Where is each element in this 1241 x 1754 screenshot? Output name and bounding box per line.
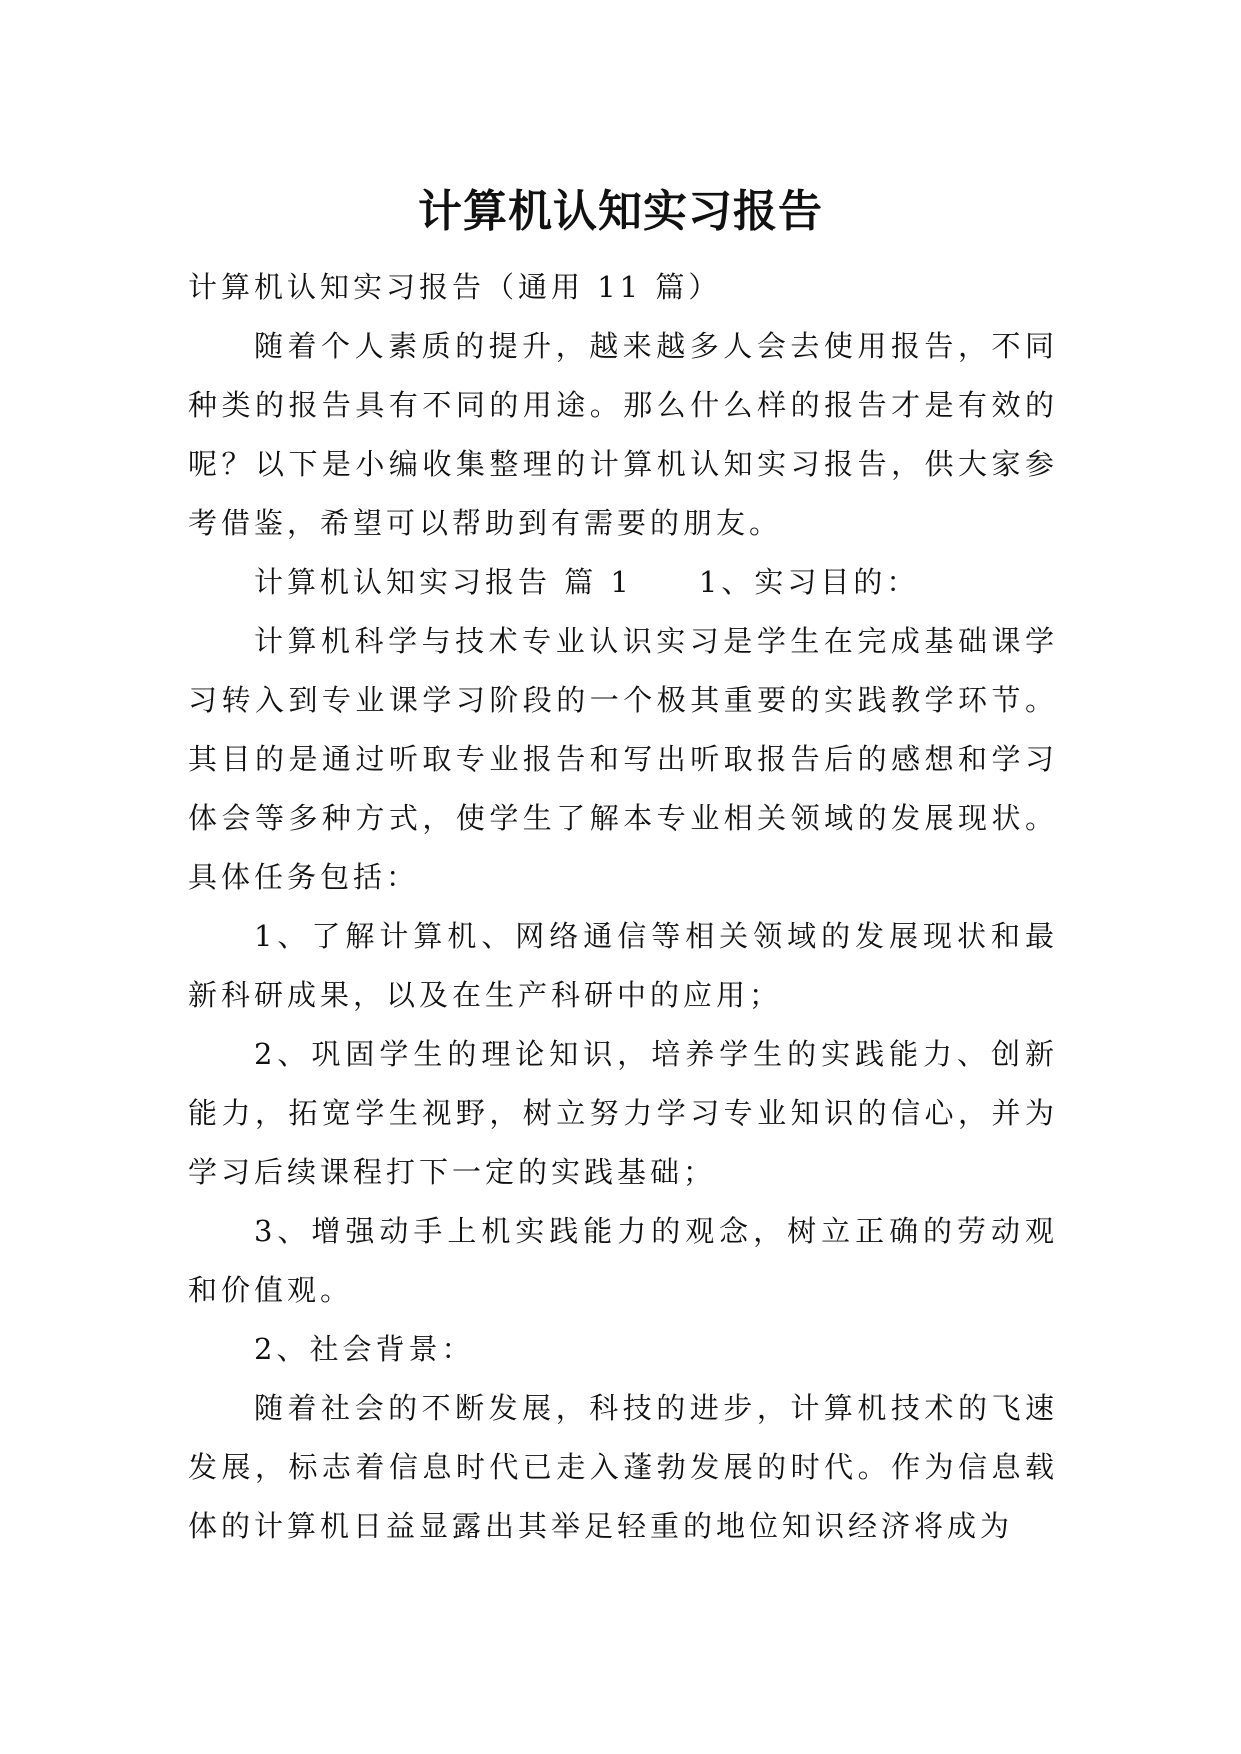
section-heading-paragraph: 计算机认知实习报告 篇 1 1、实习目的： (254, 565, 920, 599)
document-body (188, 258, 1058, 1556)
task-item-2: 2、巩固学生的理论知识，培养学生的实践能力、创新能力，拓宽学生视野，树立努力学习专业知识的信心，并为学习后续课程打下一定的实践基础； (188, 1037, 1058, 1189)
purpose-paragraph: 计算机科学与技术专业认识实习是学生在完成基础课学习转入到专业课学习阶段的一个极其重要的实践教学环节。其目的是通过听取专业报告和写出听取报告后的感想和学习体会等多种方式，使学生了解本专业相关领域的发展现状。具体任务包括： (188, 624, 1058, 894)
intro-paragraph: 随着个人素质的提升，越来越多人会去使用报告，不同种类的报告具有不同的用途。那么什么样的报告才是有效的呢？以下是小编收集整理的计算机认知实习报告，供大家参考借鉴，希望可以帮助到有需要的朋友。 (188, 329, 1058, 540)
subtitle-paragraph: 计算机认知实习报告（通用 11 篇） (188, 270, 722, 304)
social-background-heading: 2、社会背景： (254, 1332, 475, 1366)
task-item-3: 3、增强动手上机实践能力的观念，树立正确的劳动观和价值观。 (188, 1214, 1058, 1307)
social-background-paragraph: 随着社会的不断发展，科技的进步，计算机技术的飞速发展，标志着信息时代已走入蓬勃发展的时代。作为信息载体的计算机日益显露出其举足轻重的地位知识经济将成为 (188, 1391, 1058, 1543)
document-title: 计算机认知实习报告 (418, 186, 823, 238)
task-item-1: 1、了解计算机、网络通信等相关领域的发展现状和最新科研成果，以及在生产科研中的应用； (188, 919, 1058, 1012)
